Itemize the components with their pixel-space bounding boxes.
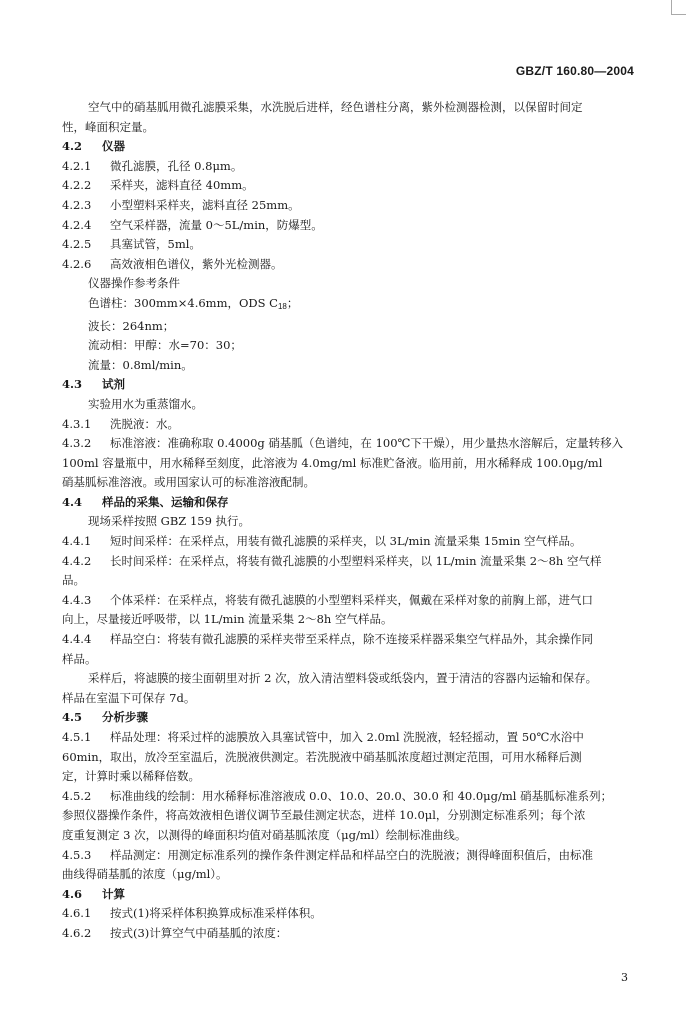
clause-4-5-2: 4.5.2 标准曲线的绘制：用水稀释标准溶液成 0.0、10.0、20.0、30.0 和 40.0μg/ml 硝基胍标准系列；: [62, 788, 613, 803]
clause-4-3-2-cont: 硝基胍标准溶液。或用国家认可的标准溶液配制。: [62, 475, 315, 490]
storage-line-2: 样品在室温下可保存 7d。: [62, 690, 196, 705]
section-heading-4-6: 4.6 计算: [62, 886, 125, 901]
clause-4-5-1-cont: 定，计算时乘以稀释倍数。: [62, 769, 200, 784]
standard-code-header: GBZ/T 160.80—2004: [515, 64, 634, 78]
clause-4-4-2: 4.4.2 长时间采样：在采样点，将装有微孔滤膜的小型塑料采样夹，以 1L/min 流量采集 2～8h 空气样: [62, 553, 602, 568]
section-heading-4-3: 4.3 试剂: [62, 377, 125, 392]
clause-4-2-6: 4.2.6 高效液相色谱仪，紫外光检测器。: [62, 256, 283, 271]
storage-line-1: 采样后，将滤膜的接尘面朝里对折 2 次，放入清洁塑料袋或纸袋内，置于清洁的容器内运输和保存。: [88, 671, 598, 686]
condition-wavelength: 波长：264nm；: [88, 318, 175, 333]
section-heading-4-2: 4.2 仪器: [62, 139, 125, 154]
clause-4-2-2: 4.2.2 采样夹，滤料直径 40mm。: [62, 178, 254, 193]
section-heading-4-5: 4.5 分析步骤: [62, 710, 148, 725]
clause-4-5-1: 4.5.1 样品处理：将采过样的滤膜放入具塞试管中，加入 2.0ml 洗脱液，轻轻摇动，置 50℃水浴中: [62, 730, 584, 744]
section-heading-4-4: 4.4 样品的采集、运输和保存: [62, 494, 229, 509]
clause-4-4-3: 4.4.3 个体采样：在采样点，将装有微孔滤膜的小型塑料采样夹，佩戴在采样对象的前胸上部，进气口: [62, 592, 593, 607]
clause-4-4-3-cont: 向上，尽量接近呼吸带，以 1L/min 流量采集 2～8h 空气样品。: [62, 612, 393, 627]
conditions-title: 仪器操作参考条件: [88, 276, 180, 291]
clause-4-3-2: 4.3.2 标准溶液：准确称取 0.4000g 硝基胍（色谱纯，在 100℃下干燥），用少量热水溶解后，定量转移入: [62, 436, 624, 451]
intro-line-1: 空气中的硝基胍用微孔滤膜采集，水洗脱后进样，经色谱柱分离，紫外检测器检测，以保留时间定: [88, 100, 583, 114]
clause-4-5-2-cont: 参照仪器操作条件，将高效液相色谱仪调节至最佳测定状态，进样 10.0μl，分别测定标准系列；每个浓: [62, 808, 586, 823]
clause-4-2-5: 4.2.5 具塞试管，5ml。: [62, 237, 201, 252]
condition-column: 色谱柱：300mm×4.6mm，ODS $C_{18}$；: [88, 295, 299, 311]
clause-4-4-1: 4.4.1 短时间采样：在采样点，用装有微孔滤膜的采样夹，以 3L/min 流量采集 15min 空气样品。: [62, 534, 582, 549]
condition-mobile-phase: 流动相：甲醇：水=70：30；: [88, 338, 242, 353]
intro-line-2: 性，峰面积定量。: [62, 119, 154, 134]
clause-4-5-2-cont: 度重复测定 3 次，以测得的峰面积均值对硝基胍浓度（μg/ml）绘制标准曲线。: [62, 827, 467, 842]
clause-4-5-3: 4.5.3 样品测定：用测定标准系列的操作条件测定样品和样品空白的洗脱液；测得峰面积值后，由标准: [62, 847, 593, 862]
page-corner-mark: [671, 0, 686, 15]
clause-4-4-4-cont: 样品。: [62, 651, 97, 666]
clause-4-6-1: 4.6.1 按式(1)将采样体积换算成标准采样体积。: [62, 906, 322, 921]
document-body: [62, 98, 642, 944]
clause-4-5-1-cont: 60min，取出，放冷至室温后，洗脱液供测定。若洗脱液中硝基胍浓度超过测定范围，可用水稀释后测: [62, 749, 582, 764]
clause-4-4-2-cont: 品。: [62, 573, 85, 588]
clause-4-4-4: 4.4.4 样品空白：将装有微孔滤膜的采样夹带至采样点，除不连接采样器采集空气样品外，其余操作同: [62, 632, 593, 647]
clause-4-5-3-cont: 曲线得硝基胍的浓度（μg/ml）。: [62, 867, 228, 882]
condition-flow: 流量：0.8ml/min。: [88, 357, 193, 372]
sampling-intro: 现场采样按照 GBZ 159 执行。: [88, 514, 251, 529]
clause-4-3-1: 4.3.1 洗脱液：水。: [62, 416, 179, 431]
reagent-intro: 实验用水为重蒸馏水。: [88, 396, 203, 411]
clause-4-2-4: 4.2.4 空气采样器，流量 0～5L/min，防爆型。: [62, 217, 323, 232]
clause-4-3-2-cont: 100ml 容量瓶中，用水稀释至刻度，此溶液为 4.0mg/ml 标准贮备液。临用前，用水稀释成 100.0μg/ml: [62, 455, 603, 470]
clause-4-2-3: 4.2.3 小型塑料采样夹，滤料直径 25mm。: [62, 197, 300, 212]
clause-4-6-2: 4.6.2 按式(3)计算空气中硝基胍的浓度：: [62, 925, 288, 940]
page-number: 3: [621, 971, 628, 984]
clause-4-2-1: 4.2.1 微孔滤膜，孔径 0.8μm。: [62, 158, 243, 173]
